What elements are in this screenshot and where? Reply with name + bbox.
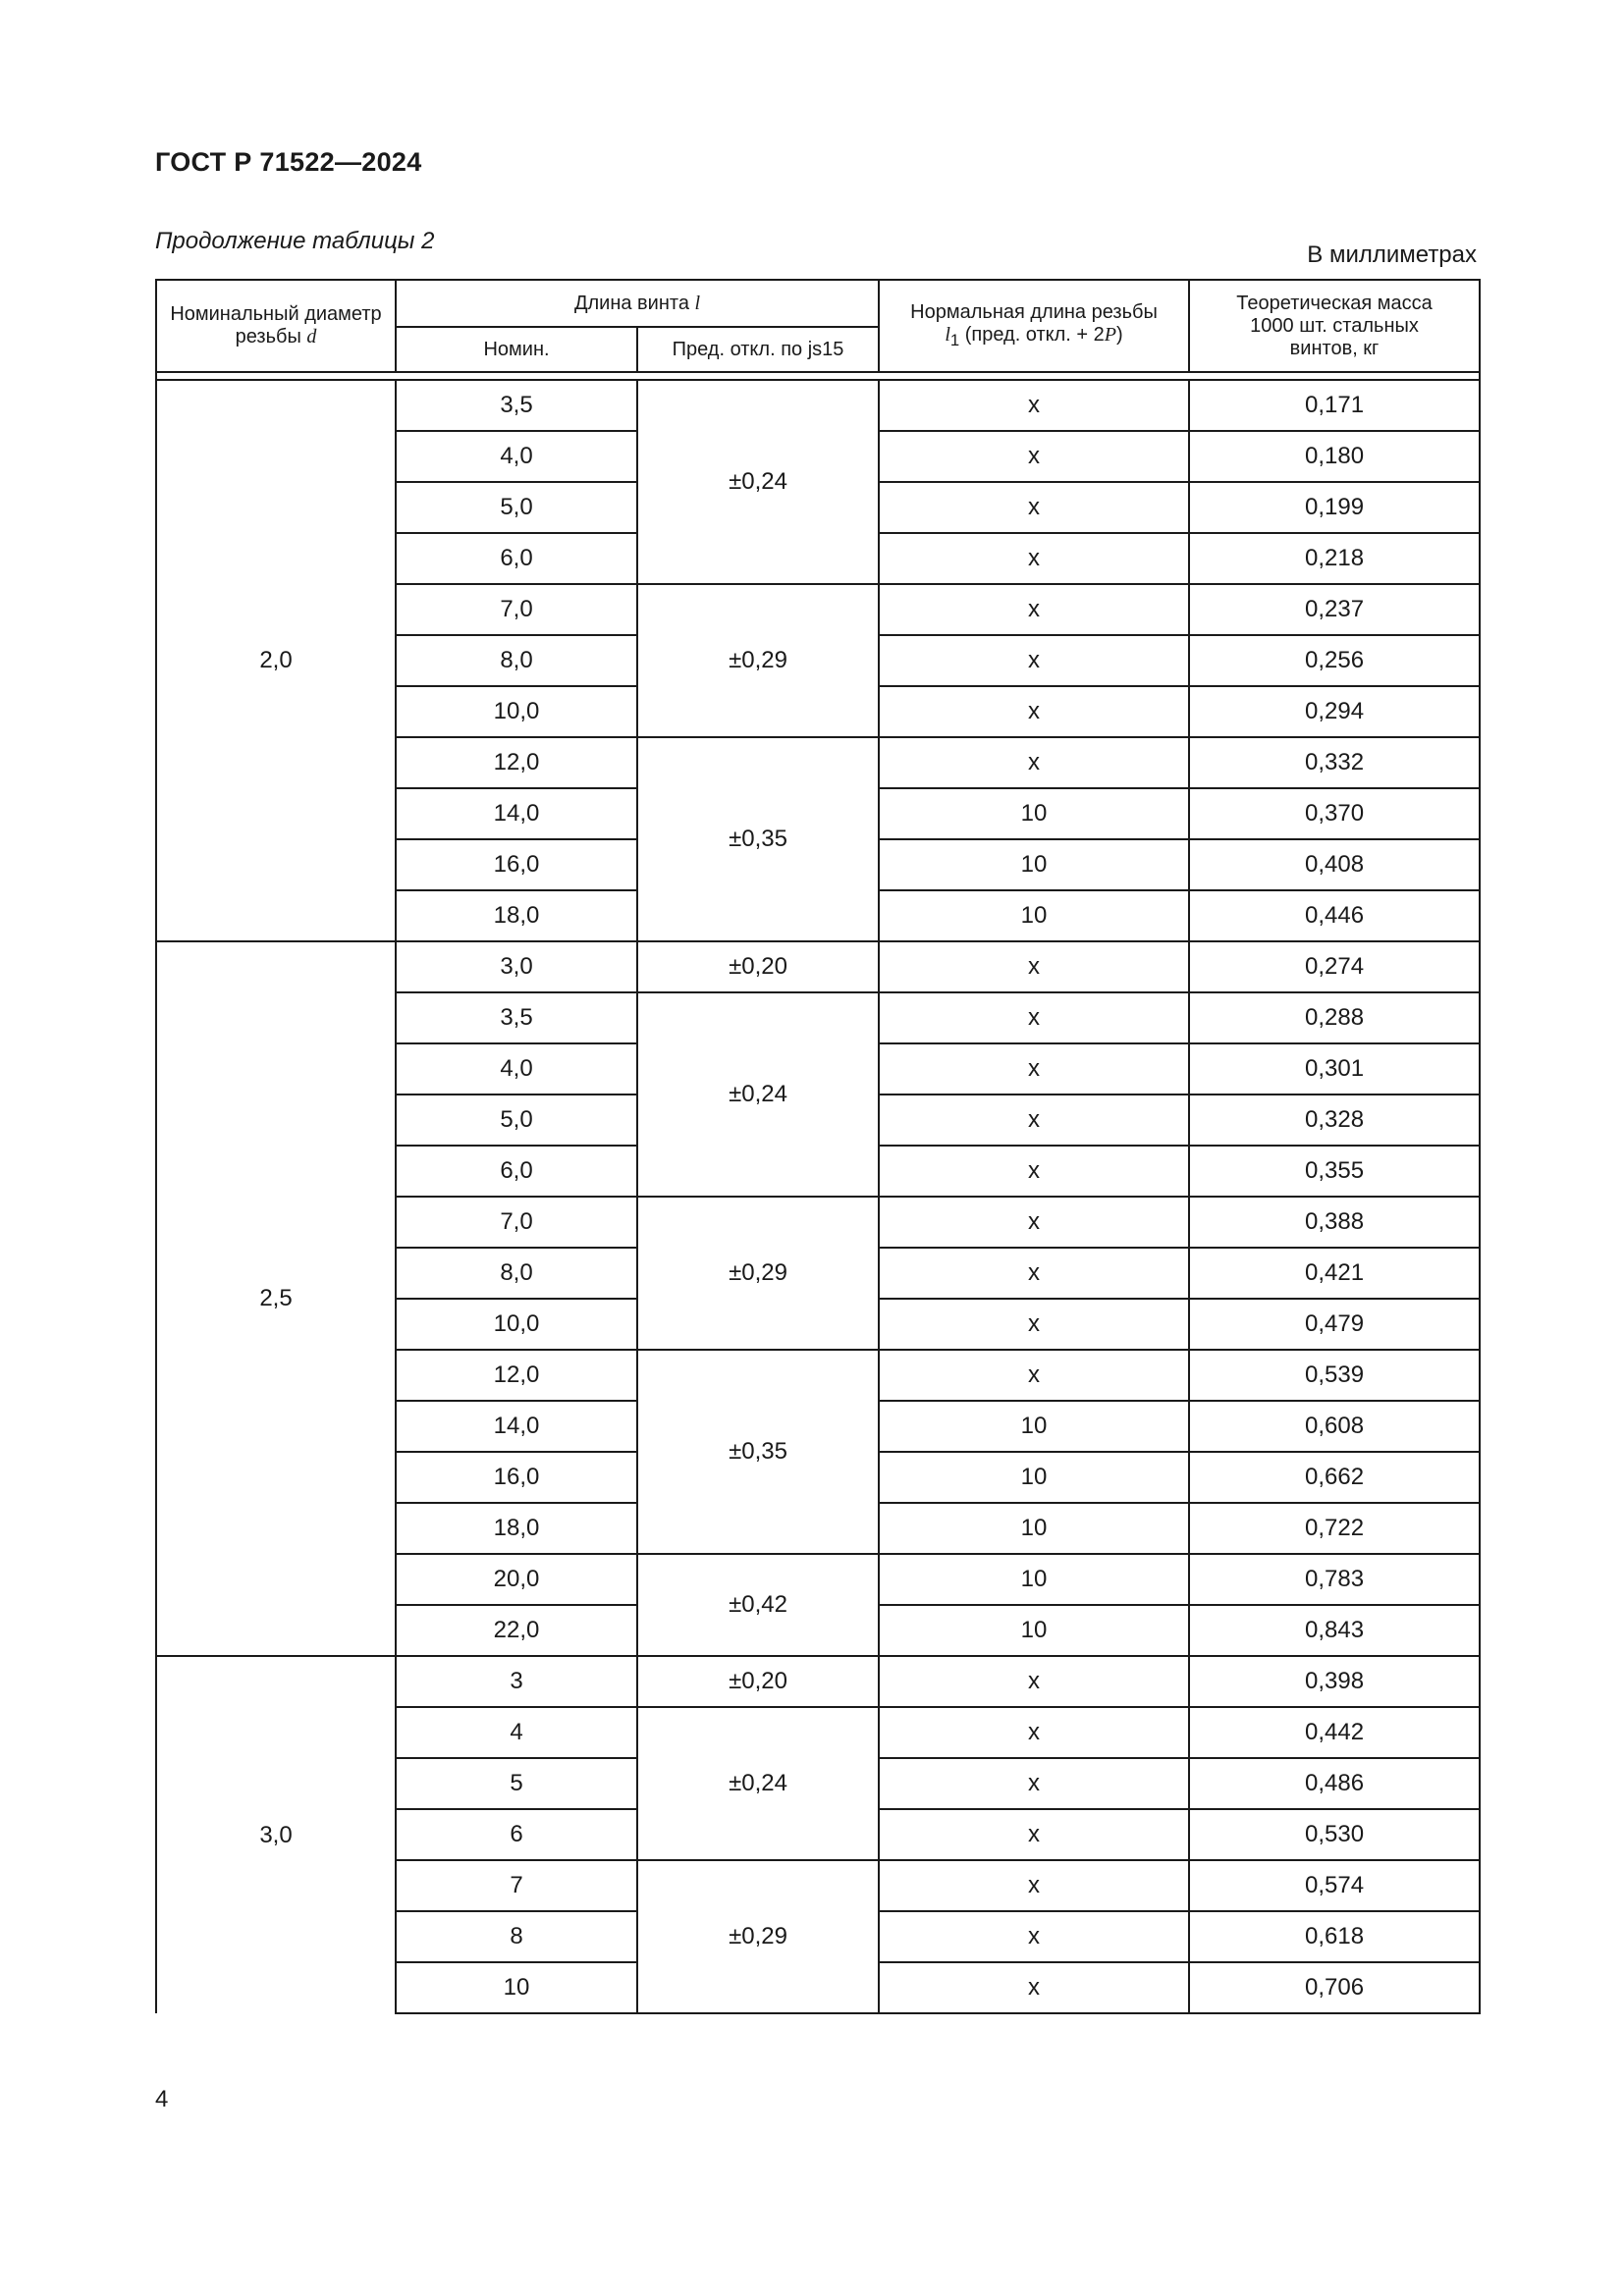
- length-nominal-cell: 4,0: [396, 1043, 637, 1095]
- units-note: В миллиметрах: [1307, 241, 1477, 268]
- mass-cell: 0,388: [1189, 1197, 1480, 1248]
- length-tolerance-cell: ±0,42: [637, 1554, 879, 1656]
- mass-cell: 0,722: [1189, 1503, 1480, 1554]
- length-tolerance-cell: ±0,20: [637, 1656, 879, 1707]
- mass-cell: 0,486: [1189, 1758, 1480, 1809]
- thread-length-cell: x: [879, 482, 1189, 533]
- thread-length-cell: x: [879, 1962, 1189, 2013]
- mass-cell: 0,574: [1189, 1860, 1480, 1911]
- thread-length-cell: x: [879, 1911, 1189, 1962]
- mass-cell: 0,171: [1189, 380, 1480, 431]
- thread-length-cell: x: [879, 1197, 1189, 1248]
- thread-length-cell: 10: [879, 788, 1189, 839]
- mass-cell: 0,288: [1189, 992, 1480, 1043]
- length-tolerance-cell: ±0,29: [637, 584, 879, 737]
- header-gap: [156, 372, 396, 380]
- header-thread-length: [879, 280, 1189, 372]
- mass-cell: 0,783: [1189, 1554, 1480, 1605]
- mass-cell: 0,662: [1189, 1452, 1480, 1503]
- thread-length-cell: 10: [879, 1554, 1189, 1605]
- length-nominal-cell: 10,0: [396, 686, 637, 737]
- diameter-symbol: d: [306, 326, 317, 347]
- length-nominal-cell: 18,0: [396, 890, 637, 941]
- length-nominal-cell: 8,0: [396, 635, 637, 686]
- thread-length-cell: 10: [879, 839, 1189, 890]
- length-nominal-cell: 20,0: [396, 1554, 637, 1605]
- header-diameter-label: Номинальный диаметр резьбы: [170, 303, 382, 347]
- length-tolerance-cell: ±0,35: [637, 737, 879, 941]
- mass-cell: 0,370: [1189, 788, 1480, 839]
- mass-cell: 0,608: [1189, 1401, 1480, 1452]
- length-nominal-cell: 18,0: [396, 1503, 637, 1554]
- thread-length-cell: x: [879, 1350, 1189, 1401]
- thread-length-cell: x: [879, 533, 1189, 584]
- length-nominal-cell: 16,0: [396, 1452, 637, 1503]
- mass-cell: 0,294: [1189, 686, 1480, 737]
- thread-length-cell: x: [879, 1299, 1189, 1350]
- mass-cell: 0,421: [1189, 1248, 1480, 1299]
- mass-cell: 0,398: [1189, 1656, 1480, 1707]
- thread-length-cell: x: [879, 1809, 1189, 1860]
- length-nominal-cell: 6,0: [396, 533, 637, 584]
- thread-length-cell: 10: [879, 1452, 1189, 1503]
- header-gap: [1189, 372, 1480, 380]
- mass-cell: 0,332: [1189, 737, 1480, 788]
- header-length: [396, 280, 879, 327]
- thread-length-cell: x: [879, 686, 1189, 737]
- length-nominal-cell: 12,0: [396, 1350, 637, 1401]
- thread-length-cell: x: [879, 1656, 1189, 1707]
- mass-cell: 0,618: [1189, 1911, 1480, 1962]
- length-nominal-cell: 10,0: [396, 1299, 637, 1350]
- length-tolerance-cell: ±0,35: [637, 1350, 879, 1554]
- thread-length-cell: x: [879, 584, 1189, 635]
- length-tolerance-cell: ±0,29: [637, 1860, 879, 2013]
- mass-cell: 0,442: [1189, 1707, 1480, 1758]
- length-nominal-cell: 4: [396, 1707, 637, 1758]
- header-mass: [1189, 280, 1480, 372]
- thread-length-cell: x: [879, 1146, 1189, 1197]
- length-nominal-cell: 6: [396, 1809, 637, 1860]
- mass-cell: 0,539: [1189, 1350, 1480, 1401]
- length-tolerance-cell: ±0,24: [637, 992, 879, 1197]
- header-length-label: Длина винта: [573, 292, 689, 314]
- length-nominal-cell: 5,0: [396, 482, 637, 533]
- length-nominal-cell: 3,5: [396, 380, 637, 431]
- length-nominal-cell: 16,0: [396, 839, 637, 890]
- length-nominal-cell: 7,0: [396, 1197, 637, 1248]
- length-nominal-cell: 14,0: [396, 1401, 637, 1452]
- mass-cell: 0,408: [1189, 839, 1480, 890]
- length-nominal-cell: 5: [396, 1758, 637, 1809]
- thread-length-cell: x: [879, 1707, 1189, 1758]
- header-length-nominal: Номин.: [396, 327, 637, 372]
- mass-cell: 0,530: [1189, 1809, 1480, 1860]
- length-nominal-cell: 12,0: [396, 737, 637, 788]
- table-body: [156, 380, 1480, 2013]
- mass-cell: 0,843: [1189, 1605, 1480, 1656]
- length-tolerance-cell: ±0,20: [637, 941, 879, 992]
- thread-length-cell: x: [879, 1758, 1189, 1809]
- length-nominal-cell: 7: [396, 1860, 637, 1911]
- thread-length-cell: x: [879, 737, 1189, 788]
- header-gap: [396, 372, 637, 380]
- mass-cell: 0,706: [1189, 1962, 1480, 2013]
- length-tolerance-cell: ±0,29: [637, 1197, 879, 1350]
- length-nominal-cell: 22,0: [396, 1605, 637, 1656]
- length-nominal-cell: 8: [396, 1911, 637, 1962]
- thread-length-cell: 10: [879, 1401, 1189, 1452]
- diameter-cell: 3,0: [156, 1656, 396, 2013]
- diameter-cell: 2,0: [156, 380, 396, 941]
- table-row: [156, 941, 1480, 992]
- length-nominal-cell: 10: [396, 1962, 637, 2013]
- length-nominal-cell: 8,0: [396, 1248, 637, 1299]
- thread-length-cell: x: [879, 1248, 1189, 1299]
- length-tolerance-cell: ±0,24: [637, 1707, 879, 1860]
- thread-symbol: l: [945, 324, 950, 347]
- mass-cell: 0,328: [1189, 1095, 1480, 1146]
- length-symbol: l: [694, 292, 701, 314]
- mass-cell: 0,446: [1189, 890, 1480, 941]
- mass-cell: 0,301: [1189, 1043, 1480, 1095]
- diameter-cell: 2,5: [156, 941, 396, 1656]
- mass-cell: 0,218: [1189, 533, 1480, 584]
- page-number: 4: [155, 2086, 169, 2112]
- thread-length-cell: x: [879, 635, 1189, 686]
- header-mass-label: Теоретическая масса 1000 шт. стальных винтов, кг: [1236, 292, 1433, 359]
- length-nominal-cell: 7,0: [396, 584, 637, 635]
- thread-length-cell: 10: [879, 1605, 1189, 1656]
- document-title: ГОСТ Р 71522—2024: [155, 147, 422, 177]
- mass-cell: 0,256: [1189, 635, 1480, 686]
- thread-length-cell: x: [879, 992, 1189, 1043]
- table-continuation-caption: Продолжение таблицы 2: [155, 228, 435, 254]
- thread-length-cell: x: [879, 1043, 1189, 1095]
- mass-cell: 0,180: [1189, 431, 1480, 482]
- length-nominal-cell: 4,0: [396, 431, 637, 482]
- mass-cell: 0,479: [1189, 1299, 1480, 1350]
- length-nominal-cell: 3,5: [396, 992, 637, 1043]
- thread-length-cell: 10: [879, 890, 1189, 941]
- thread-length-cell: x: [879, 1860, 1189, 1911]
- mass-cell: 0,355: [1189, 1146, 1480, 1197]
- header-length-tolerance: Пред. откл. по js15: [637, 327, 879, 372]
- thread-length-cell: x: [879, 431, 1189, 482]
- header-diameter: [156, 280, 396, 372]
- header-gap: [879, 372, 1189, 380]
- table-row: [156, 1656, 1480, 1707]
- mass-cell: 0,237: [1189, 584, 1480, 635]
- thread-tol-label: (пред. откл. + 2: [959, 324, 1105, 347]
- length-nominal-cell: 3: [396, 1656, 637, 1707]
- mass-cell: 0,199: [1189, 482, 1480, 533]
- length-nominal-cell: 6,0: [396, 1146, 637, 1197]
- mass-cell: 0,274: [1189, 941, 1480, 992]
- thread-length-cell: 10: [879, 1503, 1189, 1554]
- thread-tol-close: ): [1116, 324, 1123, 347]
- pitch-symbol: P: [1104, 324, 1116, 347]
- length-nominal-cell: 5,0: [396, 1095, 637, 1146]
- length-nominal-cell: 3,0: [396, 941, 637, 992]
- header-thread-label: Нормальная длина резьбы: [910, 301, 1158, 324]
- length-tolerance-cell: ±0,24: [637, 380, 879, 584]
- header-gap: [637, 372, 879, 380]
- length-nominal-cell: 14,0: [396, 788, 637, 839]
- thread-length-cell: x: [879, 380, 1189, 431]
- screw-dimensions-table: [155, 279, 1481, 2014]
- thread-length-cell: x: [879, 1095, 1189, 1146]
- table-row: [156, 380, 1480, 431]
- thread-length-cell: x: [879, 941, 1189, 992]
- thread-symbol-sub: 1: [949, 331, 960, 350]
